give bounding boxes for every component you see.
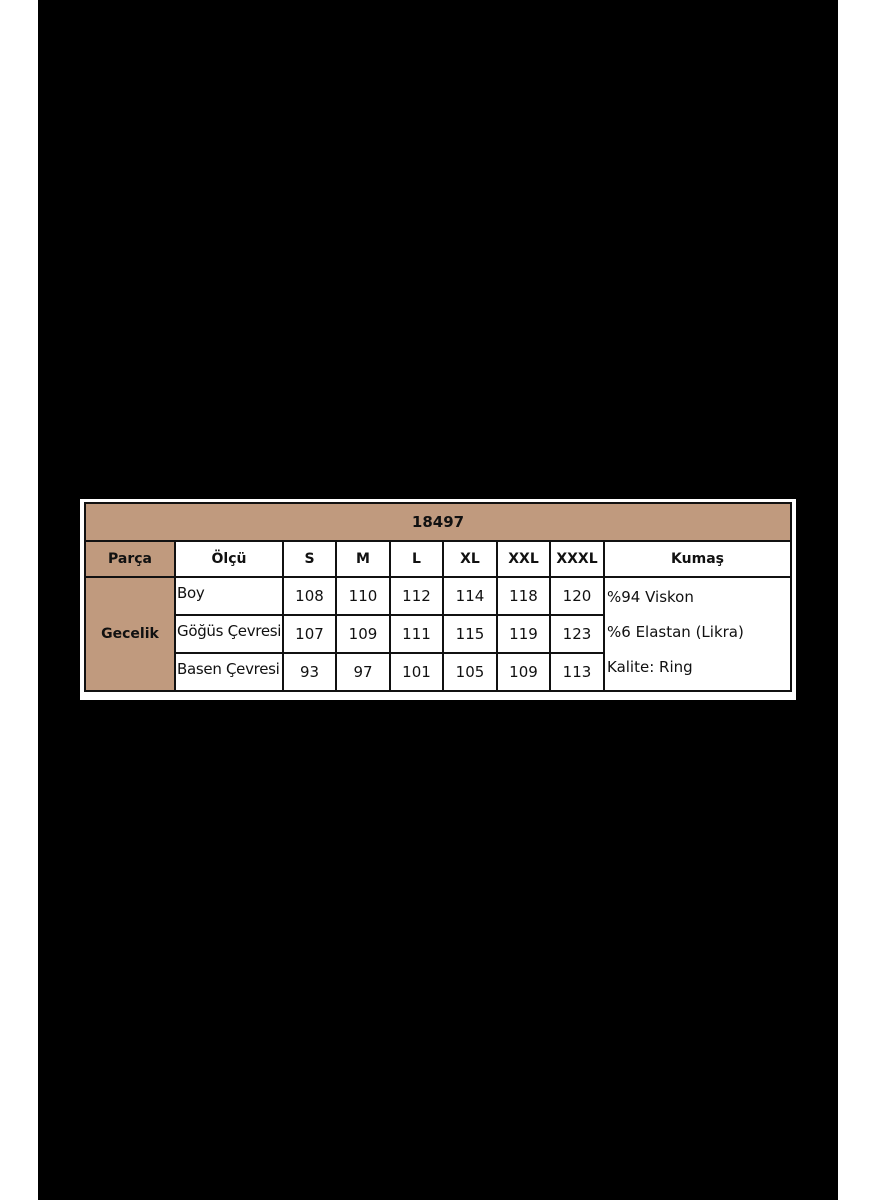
table-cell: 123	[550, 615, 604, 653]
fabric-info	[604, 577, 791, 691]
table-cell: 105	[443, 653, 497, 691]
header-measure: Ölçü	[175, 541, 283, 577]
header-row	[85, 541, 791, 577]
table-cell: 114	[443, 577, 497, 615]
header-part: Parça	[85, 541, 175, 577]
table-cell: 119	[497, 615, 550, 653]
table-cell: 107	[283, 615, 336, 653]
table-cell: 109	[336, 615, 390, 653]
header-size-s: S	[283, 541, 336, 577]
size-chart-table	[84, 502, 792, 692]
title-row	[85, 503, 791, 541]
product-code: 18497	[85, 503, 791, 541]
table-cell: 97	[336, 653, 390, 691]
fabric-line: Kalite: Ring	[607, 658, 693, 676]
header-size-xxxl: XXXL	[550, 541, 604, 577]
table-cell: 113	[550, 653, 604, 691]
table-cell: 112	[390, 577, 443, 615]
fabric-line: %6 Elastan (Likra)	[607, 623, 744, 641]
table-cell: 93	[283, 653, 336, 691]
header-size-l: L	[390, 541, 443, 577]
table-cell: 109	[497, 653, 550, 691]
table-cell: 120	[550, 577, 604, 615]
header-size-xxl: XXL	[497, 541, 550, 577]
header-fabric: Kumaş	[604, 541, 791, 577]
part-name: Gecelik	[85, 577, 175, 691]
table-cell: 110	[336, 577, 390, 615]
row-label: Basen Çevresi	[175, 653, 283, 691]
fabric-line: %94 Viskon	[607, 588, 694, 606]
table-cell: 115	[443, 615, 497, 653]
row-label: Boy	[175, 577, 283, 615]
header-size-m: M	[336, 541, 390, 577]
table-cell: 108	[283, 577, 336, 615]
table-cell: 118	[497, 577, 550, 615]
table-cell: 101	[390, 653, 443, 691]
size-chart-sheet	[80, 499, 796, 700]
table-cell: 111	[390, 615, 443, 653]
table-row	[85, 577, 791, 615]
row-label: Göğüs Çevresi	[175, 615, 283, 653]
header-size-xl: XL	[443, 541, 497, 577]
